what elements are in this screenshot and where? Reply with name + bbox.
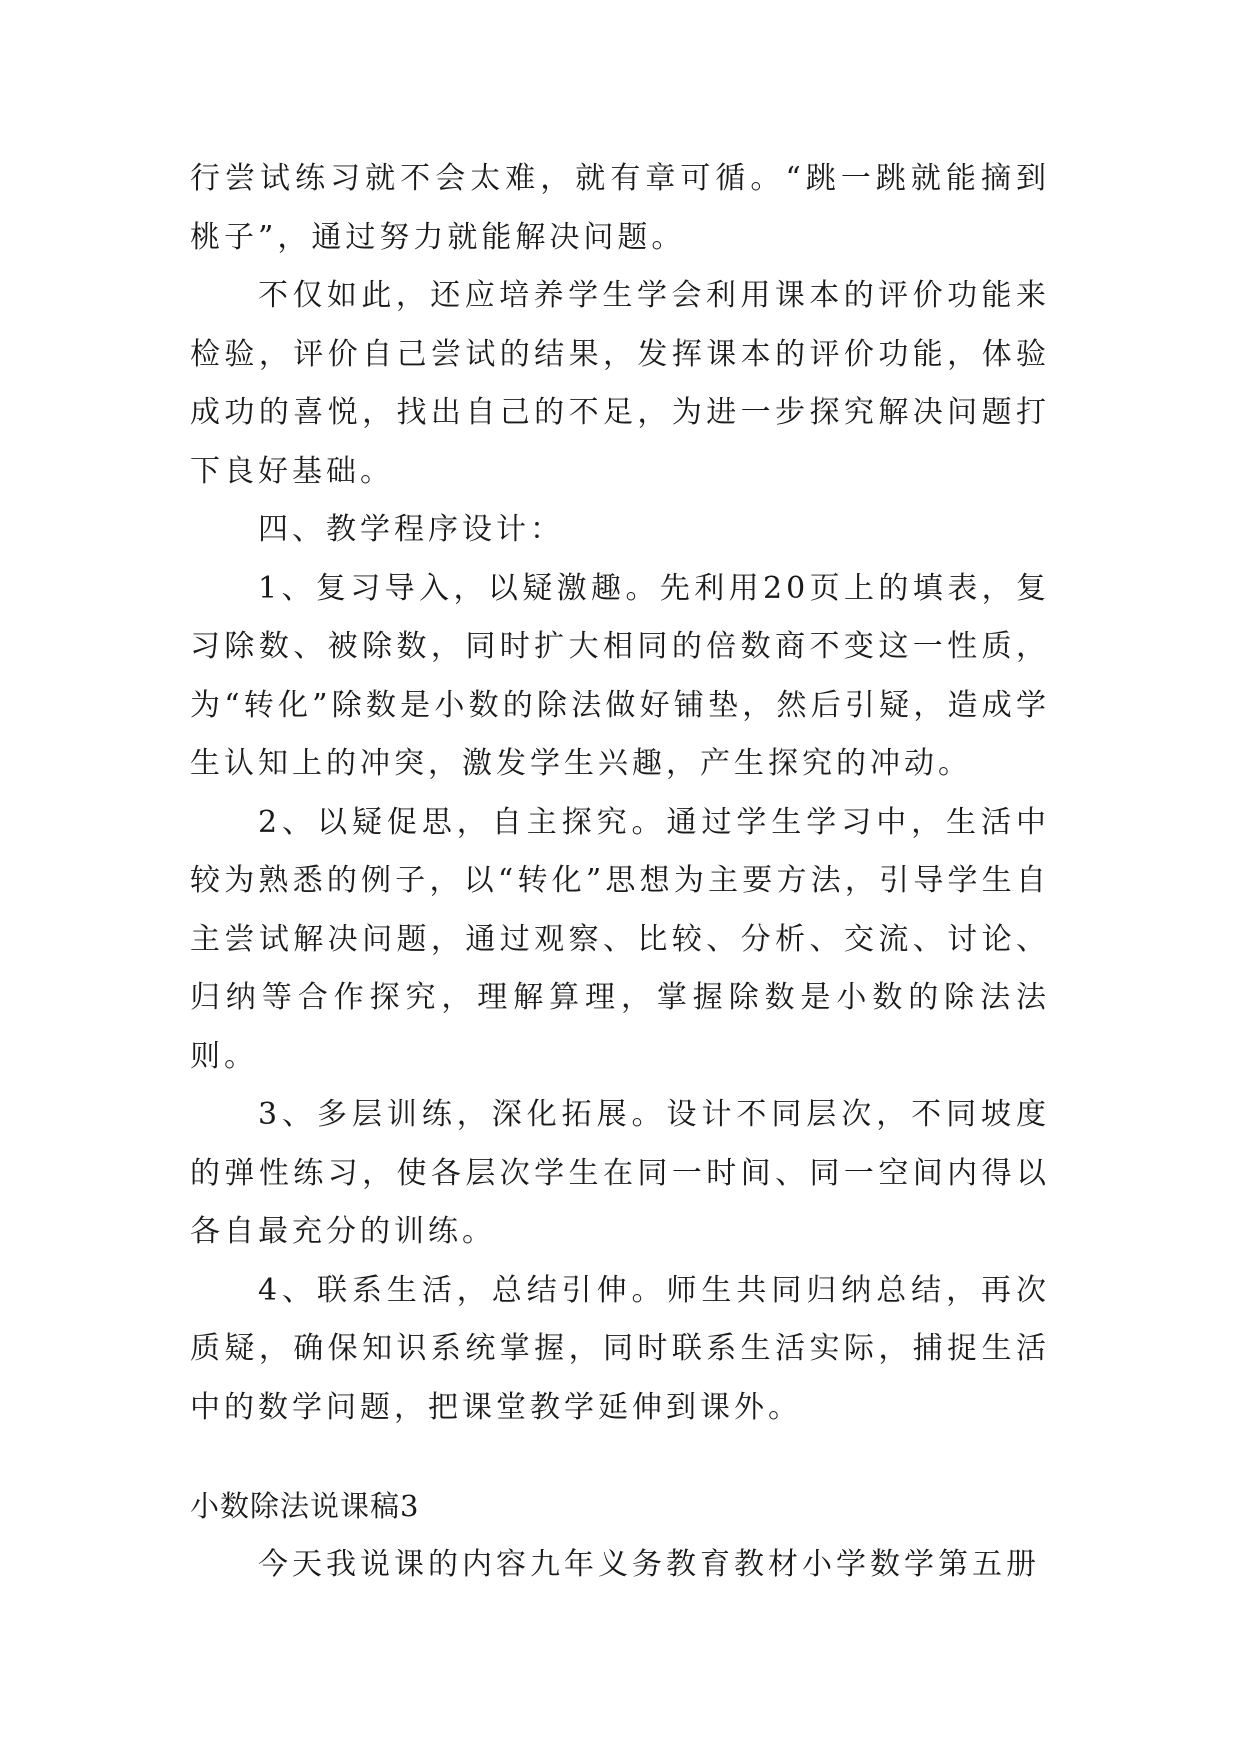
paragraph-step-1: 1、复习导入，以疑激趣。先利用20页上的填表，复习除数、被除数，同时扩大相同的倍数商不变这一性质，为“转化”除数是小数的除法做好铺垫，然后引疑，造成学生认知上的冲突，激发学生兴趣，产生探究的冲动。 [190,570,1050,781]
paragraph-evaluation: 不仅如此，还应培养学生学会利用课本的评价功能来检验，评价自己尝试的结果，发挥课本的评价功能，体验成功的喜悦，找出自己的不足，为进一步探究解决问题打下良好基础。 [190,278,1050,489]
heading-teaching-procedure: 四、教学程序设计： [258,512,564,547]
paragraph-step-3: 3、多层训练，深化拓展。设计不同层次，不同坡度的弹性练习，使各层次学生在同一时间、同一空间内得以各自最充分的训练。 [190,1097,1050,1249]
paragraph-continued: 行尝试练习就不会太难，就有章可循。“跳一跳就能摘到桃子”，通过努力就能解决问题。 [190,161,1050,255]
document-body [190,150,1050,1594]
paragraph-intro: 今天我说课的内容九年义务教育教材小学数学第五册 [258,1546,1040,1582]
paragraph-step-4: 4、联系生活，总结引伸。师生共同归纳总结，再次质疑，确保知识系统掌握，同时联系生活实际，捕捉生活中的数学问题，把课堂教学延伸到课外。 [190,1272,1050,1425]
paragraph-step-2: 2、以疑促思，自主探究。通过学生学习中，生活中较为熟悉的例子，以“转化”思想为主要方法，引导学生自主尝试解决问题，通过观察、比较、分析、交流、讨论、归纳等合作探究，理解算理，掌握除数是小数的除法法则。 [190,804,1050,1074]
section-title: 小数除法说课稿3 [190,1489,420,1523]
